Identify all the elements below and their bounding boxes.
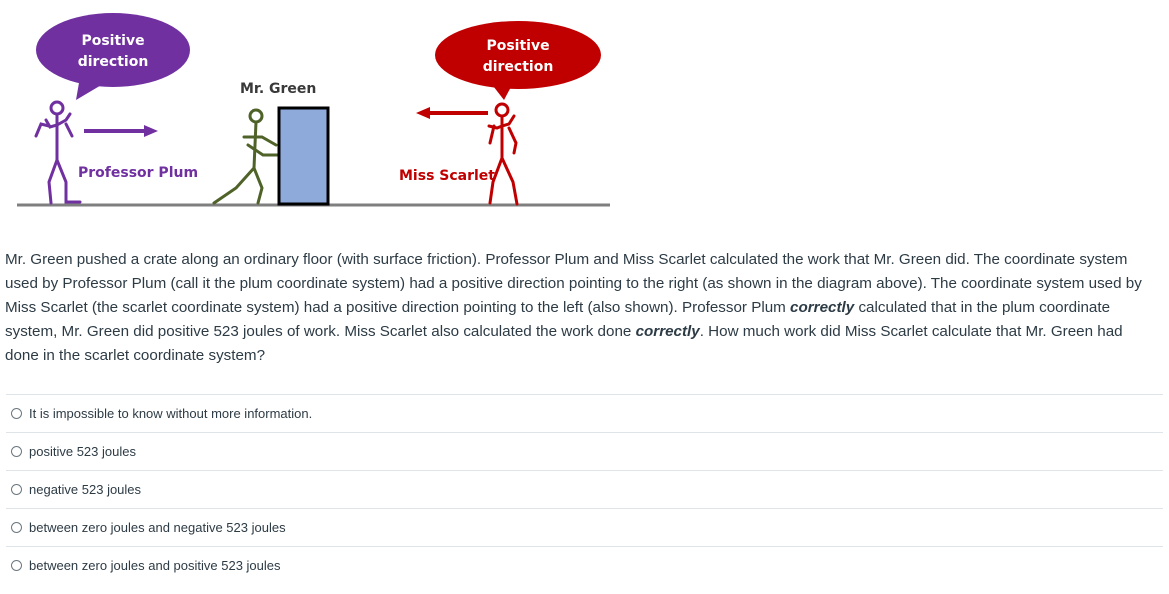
miss-scarlet-figure bbox=[489, 104, 517, 204]
question-text bbox=[5, 248, 1155, 368]
mr-green-label: Mr. Green bbox=[240, 81, 317, 97]
physics-diagram bbox=[0, 0, 640, 215]
question-emphasis-correctly-2: correctly bbox=[635, 323, 700, 340]
scarlet-bubble-line1: Positive bbox=[486, 38, 550, 54]
question-emphasis-correctly-1: correctly bbox=[790, 299, 855, 316]
answer-option-negative-523[interactable] bbox=[6, 470, 1163, 508]
plum-bubble-line1: Positive bbox=[81, 33, 145, 49]
professor-plum-label: Professor Plum bbox=[78, 165, 199, 181]
answer-label: positive 523 joules bbox=[29, 444, 136, 459]
scarlet-direction-arrow bbox=[416, 107, 488, 119]
answer-label: between zero joules and negative 523 joules bbox=[29, 520, 286, 535]
answer-list bbox=[6, 394, 1163, 584]
scarlet-bubble-line2: direction bbox=[482, 59, 554, 75]
scarlet-speech-bubble bbox=[435, 21, 601, 100]
radio-button[interactable] bbox=[11, 484, 22, 495]
mr-green-figure bbox=[214, 110, 277, 203]
answer-label: negative 523 joules bbox=[29, 482, 142, 497]
professor-plum-figure bbox=[36, 102, 80, 203]
plum-speech-bubble bbox=[36, 13, 190, 100]
answer-option-zero-to-negative[interactable] bbox=[6, 508, 1163, 546]
crate bbox=[279, 108, 328, 204]
question-part3: . How much work did Miss Scarlet calculate that Mr. Green had done in the scarlet coordinate system? bbox=[5, 323, 1123, 364]
question-part1: Mr. Green pushed a crate along an ordinary floor (with surface friction). Professor Plum and Miss Scarlet calculated the work that Mr. Green did. The coordinate system used by Professor Plum (call it the plum coordinate system) had a positive direction pointing to the right (as shown in the diagram above). The coordinate system used by Miss Scarlet (the scarlet coordinate system) had a positive direction pointing to the left (also shown). Professor Plum bbox=[5, 251, 1142, 316]
question-part2: calculated that in the plum coordinate system, Mr. Green did positive 523 joules of work. Miss Scarlet also calculated the work done bbox=[5, 299, 1111, 340]
answer-label: It is impossible to know without more information. bbox=[29, 406, 313, 421]
radio-button[interactable] bbox=[11, 560, 22, 571]
radio-button[interactable] bbox=[11, 522, 22, 533]
plum-bubble-line2: direction bbox=[77, 54, 149, 70]
answer-option-zero-to-positive[interactable] bbox=[6, 546, 1163, 584]
miss-scarlet-label: Miss Scarlet bbox=[399, 168, 495, 184]
answer-option-positive-523[interactable] bbox=[6, 432, 1163, 470]
answer-label: between zero joules and positive 523 joules bbox=[29, 558, 281, 573]
radio-button[interactable] bbox=[11, 408, 22, 419]
answer-option-impossible[interactable] bbox=[6, 394, 1163, 432]
plum-direction-arrow bbox=[84, 125, 158, 137]
radio-button[interactable] bbox=[11, 446, 22, 457]
